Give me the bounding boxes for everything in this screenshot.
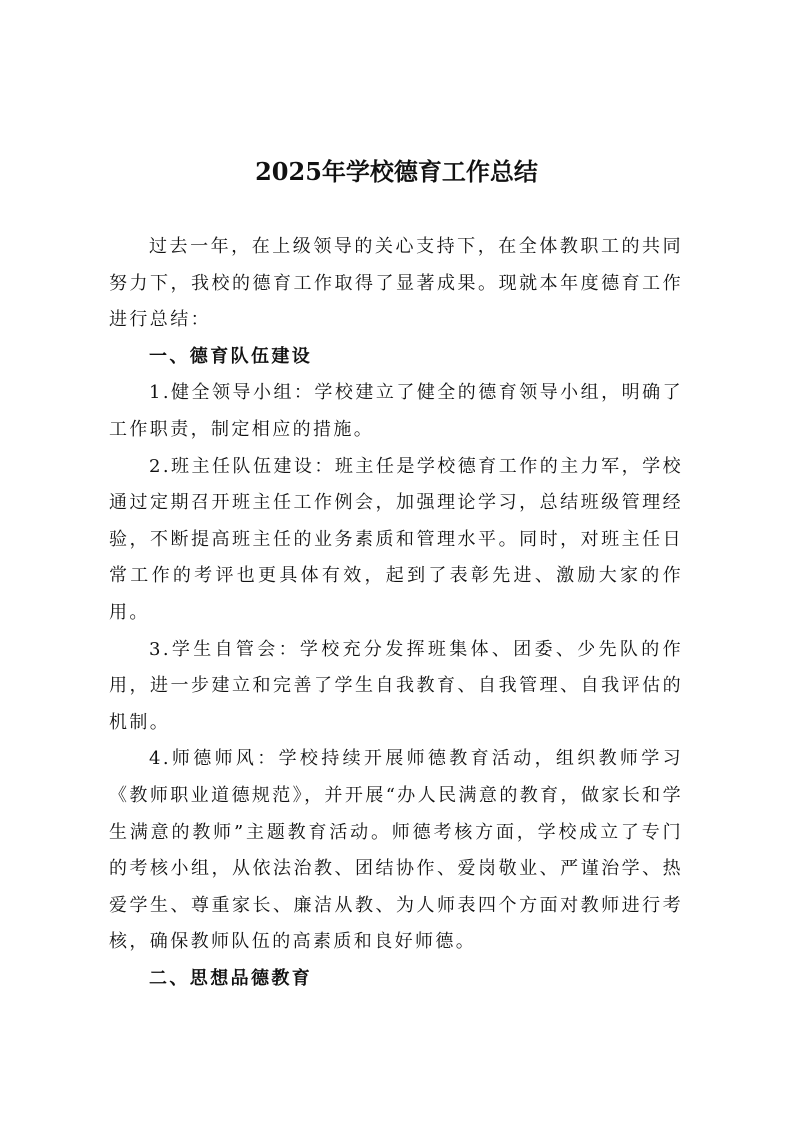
paragraph-item-1: 1.健全领导小组：学校建立了健全的德育领导小组，明确了工作职责，制定相应的措施。 bbox=[109, 382, 683, 440]
paragraph-item-2: 2.班主任队伍建设：班主任是学校德育工作的主力军，学校通过定期召开班主任工作例会，加强理论学习，总结班级管理经验，不断提高班主任的业务素质和管理水平。同时，对班主任日常工作的考评也更具体有效，起到了表彰先进、激励大家的作用。 bbox=[109, 455, 683, 623]
document-title: 2025年学校德育工作总结 bbox=[255, 157, 538, 186]
section-heading-1: 一、德育队伍建设 bbox=[149, 345, 313, 367]
section-heading-2: 二、思想品德教育 bbox=[149, 967, 313, 989]
intro-paragraph: 过去一年，在上级领导的关心支持下，在全体教职工的共同努力下，我校的德育工作取得了显著成果。现就本年度德育工作进行总结： bbox=[109, 236, 683, 331]
paragraph-item-3: 3.学生自管会：学校充分发挥班集体、团委、少先队的作用，进一步建立和完善了学生自我教育、自我管理、自我评估的机制。 bbox=[109, 638, 683, 733]
paragraph-item-4: 4.师德师风：学校持续开展师德教育活动，组织教师学习《教师职业道德规范》，并开展“办人民满意的教育，做家长和学生满意的教师”主题教育活动。师德考核方面，学校成立了专门的考核小组，从依法治教、团结协作、爱岗敬业、严谨治学、热爱学生、尊重家长、廉洁从教、为人师表四个方面对教师进行考核，确保教师队伍的高素质和良好师德。 bbox=[109, 748, 683, 953]
document-body bbox=[109, 229, 683, 997]
